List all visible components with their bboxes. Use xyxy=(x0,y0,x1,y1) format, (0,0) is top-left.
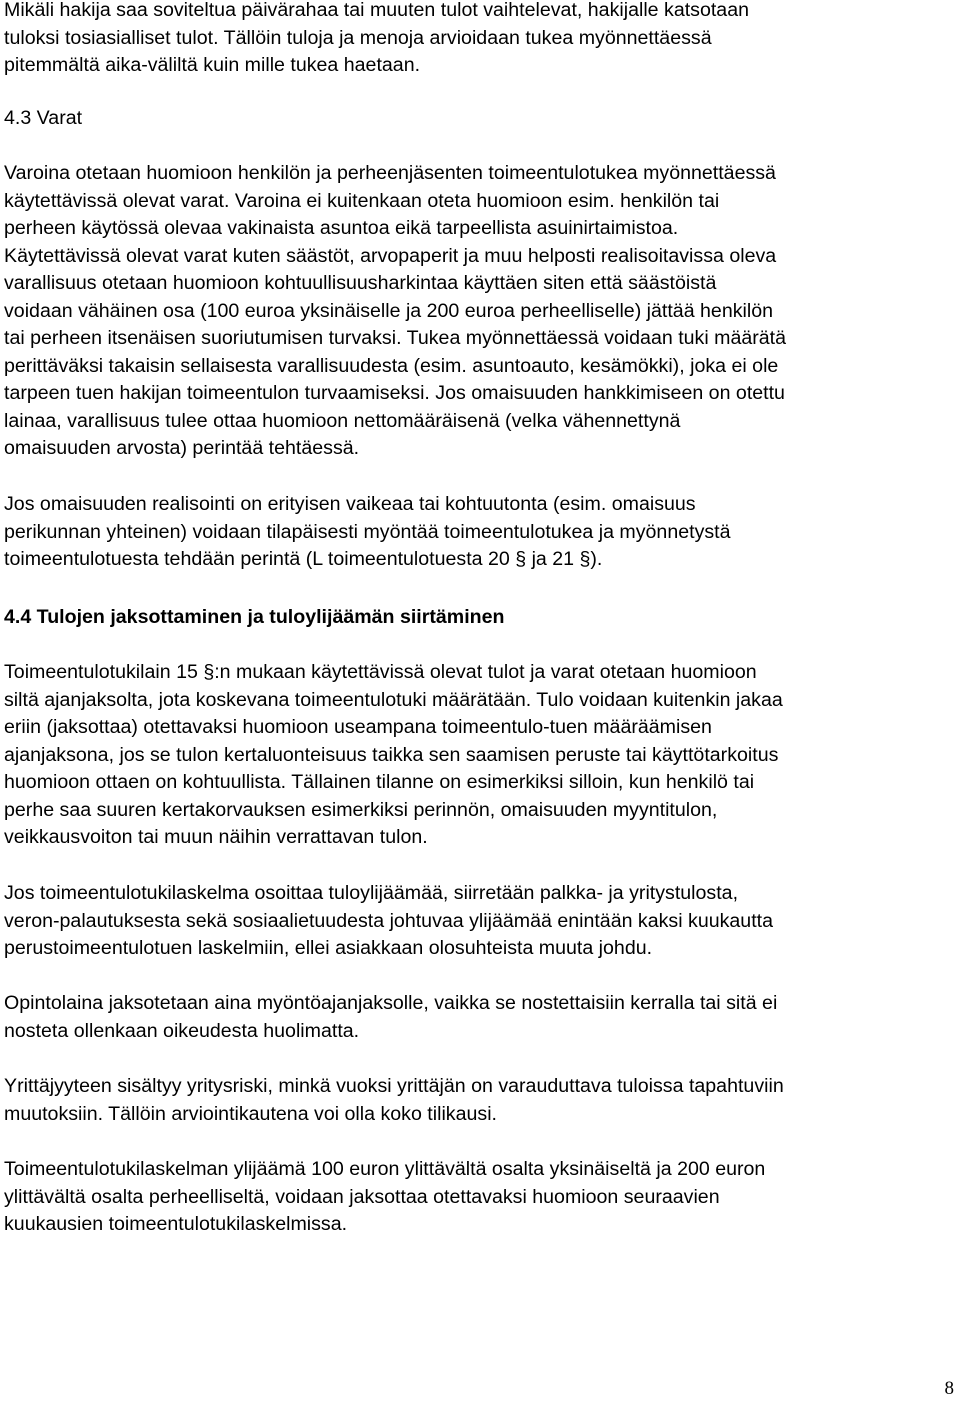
text-line: perheen käytössä olevaa vakinaista asuntoa eikä tarpeellista asuinirtaimistoa. xyxy=(4,217,679,239)
text-line: veikkausvoiton tai muun näihin verrattavan tulon. xyxy=(4,826,428,848)
text-line: omaisuuden arvosta) perintää tehtäessä. xyxy=(4,437,360,459)
paragraph-assets xyxy=(4,160,786,463)
text-line: Käytettävissä olevat varat kuten säästöt, arvopaperit ja muu helposti realisoitavissa oleva xyxy=(4,244,777,267)
text-line: varallisuus otetaan huomioon kohtuullisuusharkintaa käyttäen siten että säästöistä xyxy=(4,272,717,294)
text-line: perikunnan yhteinen) voidaan tilapäisesti myöntää toimeentulotukea ja myönnetystä xyxy=(4,520,731,543)
paragraph-periodisation xyxy=(4,659,783,852)
text-line: Opintolaina jaksotetaan aina myöntöajanjaksolle, vaikka se nostettaisiin kerralla tai sitä ei xyxy=(4,992,778,1014)
text-line: perustoimeentulotuen laskelmiin, ellei asiakkaan olosuhteista muuta johdu. xyxy=(4,937,653,959)
text-line: pitemmältä aika-väliltä kuin mille tukea haetaan. xyxy=(4,54,421,76)
text-line: ylittävältä osalta perheelliseltä, voidaan jaksottaa otettavaksi huomioon seuraavien xyxy=(4,1185,720,1208)
text-line: eriin (jaksottaa) otettavaksi huomioon useampana toimeentulo-tuen määräämisen xyxy=(4,716,712,738)
text-line: muutoksiin. Tällöin arviointikautena voi olla koko tilikausi. xyxy=(4,1102,497,1125)
text-line: Varoina otetaan huomioon henkilön ja perheenjäsenten toimeentulotukea myönnettäessä xyxy=(4,162,776,184)
paragraph-income-variation xyxy=(4,0,749,80)
text-line: voidaan vähäinen osa (100 euroa yksinäiselle ja 200 euroa perheelliselle) jättää henkilön xyxy=(4,299,774,322)
paragraph-study-loan xyxy=(4,990,777,1045)
paragraph-surplus-transfer xyxy=(4,880,773,963)
text-line: Yrittäjyyteen sisältyy yritysriski, minkä vuoksi yrittäjän on varauduttava tuloissa tapahtuviin xyxy=(4,1075,784,1097)
text-line: tai perheen itsenäisen suoriutumisen turvaksi. Tukea myönnettäessä voidaan tuki määrätä xyxy=(4,327,787,349)
section-heading-4-3: 4.3 Varat xyxy=(4,107,83,129)
page-number: 8 xyxy=(944,1378,954,1399)
text-line: nosteta ollenkaan oikeudesta huolimatta. xyxy=(4,1019,360,1042)
paragraph-surplus-periodisation xyxy=(4,1156,765,1239)
text-line: veron-palautuksesta sekä sosiaalietuudesta johtuvaa ylijäämää enintään kaksi kuukautta xyxy=(4,909,773,932)
text-line: lainaa, varallisuus tulee ottaa huomioon nettomääräisenä (velka vähennettynä xyxy=(4,409,681,432)
text-line: huomioon ottaen on kohtuullista. Tällainen tilanne on esimerkiksi silloin, kun henkilö tai xyxy=(4,771,755,793)
text-line: Mikäli hakija saa soviteltua päivärahaa tai muuten tulot vaihtelevat, hakijalle katsotaan xyxy=(4,0,749,21)
text-line: perittäväksi takaisin sellaisesta varallisuudesta (esim. asuntoauto, kesämökki), joka ei ole xyxy=(4,354,779,377)
text-line: siltä ajanjaksolta, jota koskevana toimeentulotuki määrätään. Tulo voidaan kuitenkin jakaa xyxy=(4,688,783,711)
text-line: tarpeen tuen hakijan toimeentulon turvaamiseksi. Jos omaisuuden hankkimiseen on otettu xyxy=(4,382,785,404)
text-line: ajanjaksona, jos se tulon kertaluonteisuus taikka sen saamisen peruste tai käyttötarkoitus xyxy=(4,743,779,766)
section-heading-4-4: 4.4 Tulojen jaksottaminen ja tuloylijäämän siirtäminen xyxy=(4,606,505,628)
text-line: tuloksi tosiasialliset tulot. Tällöin tuloja ja menoja arvioidaan tukea myönnettäessä xyxy=(4,26,712,49)
text-line: kuukausien toimeentulotukilaskelmissa. xyxy=(4,1213,348,1235)
text-line: perhe saa suuren kertakorvauksen esimerkiksi perinnön, omaisuuden myyntitulon, xyxy=(4,798,718,821)
text-line: Toimeentulotukilain 15 §:n mukaan käytettävissä olevat tulot ja varat otetaan huomioon xyxy=(4,661,757,683)
text-line: Toimeentulotukilaskelman ylijäämä 100 euron ylittävältä osalta yksinäiseltä ja 200 euron xyxy=(4,1158,766,1180)
text-line: käytettävissä olevat varat. Varoina ei kuitenkaan oteta huomioon esim. henkilön tai xyxy=(4,189,720,212)
text-line: Jos omaisuuden realisointi on erityisen vaikeaa tai kohtuutonta (esim. omaisuus xyxy=(4,493,696,515)
paragraph-entrepreneurship xyxy=(4,1073,784,1128)
paragraph-realisation xyxy=(4,491,731,574)
text-line: toimeentulotuesta tehdään perintä (L toimeentulotuesta 20 § ja 21 §). xyxy=(4,548,603,570)
text-line: Jos toimeentulotukilaskelma osoittaa tuloylijäämää, siirretään palkka- ja yritystulosta, xyxy=(4,882,739,904)
